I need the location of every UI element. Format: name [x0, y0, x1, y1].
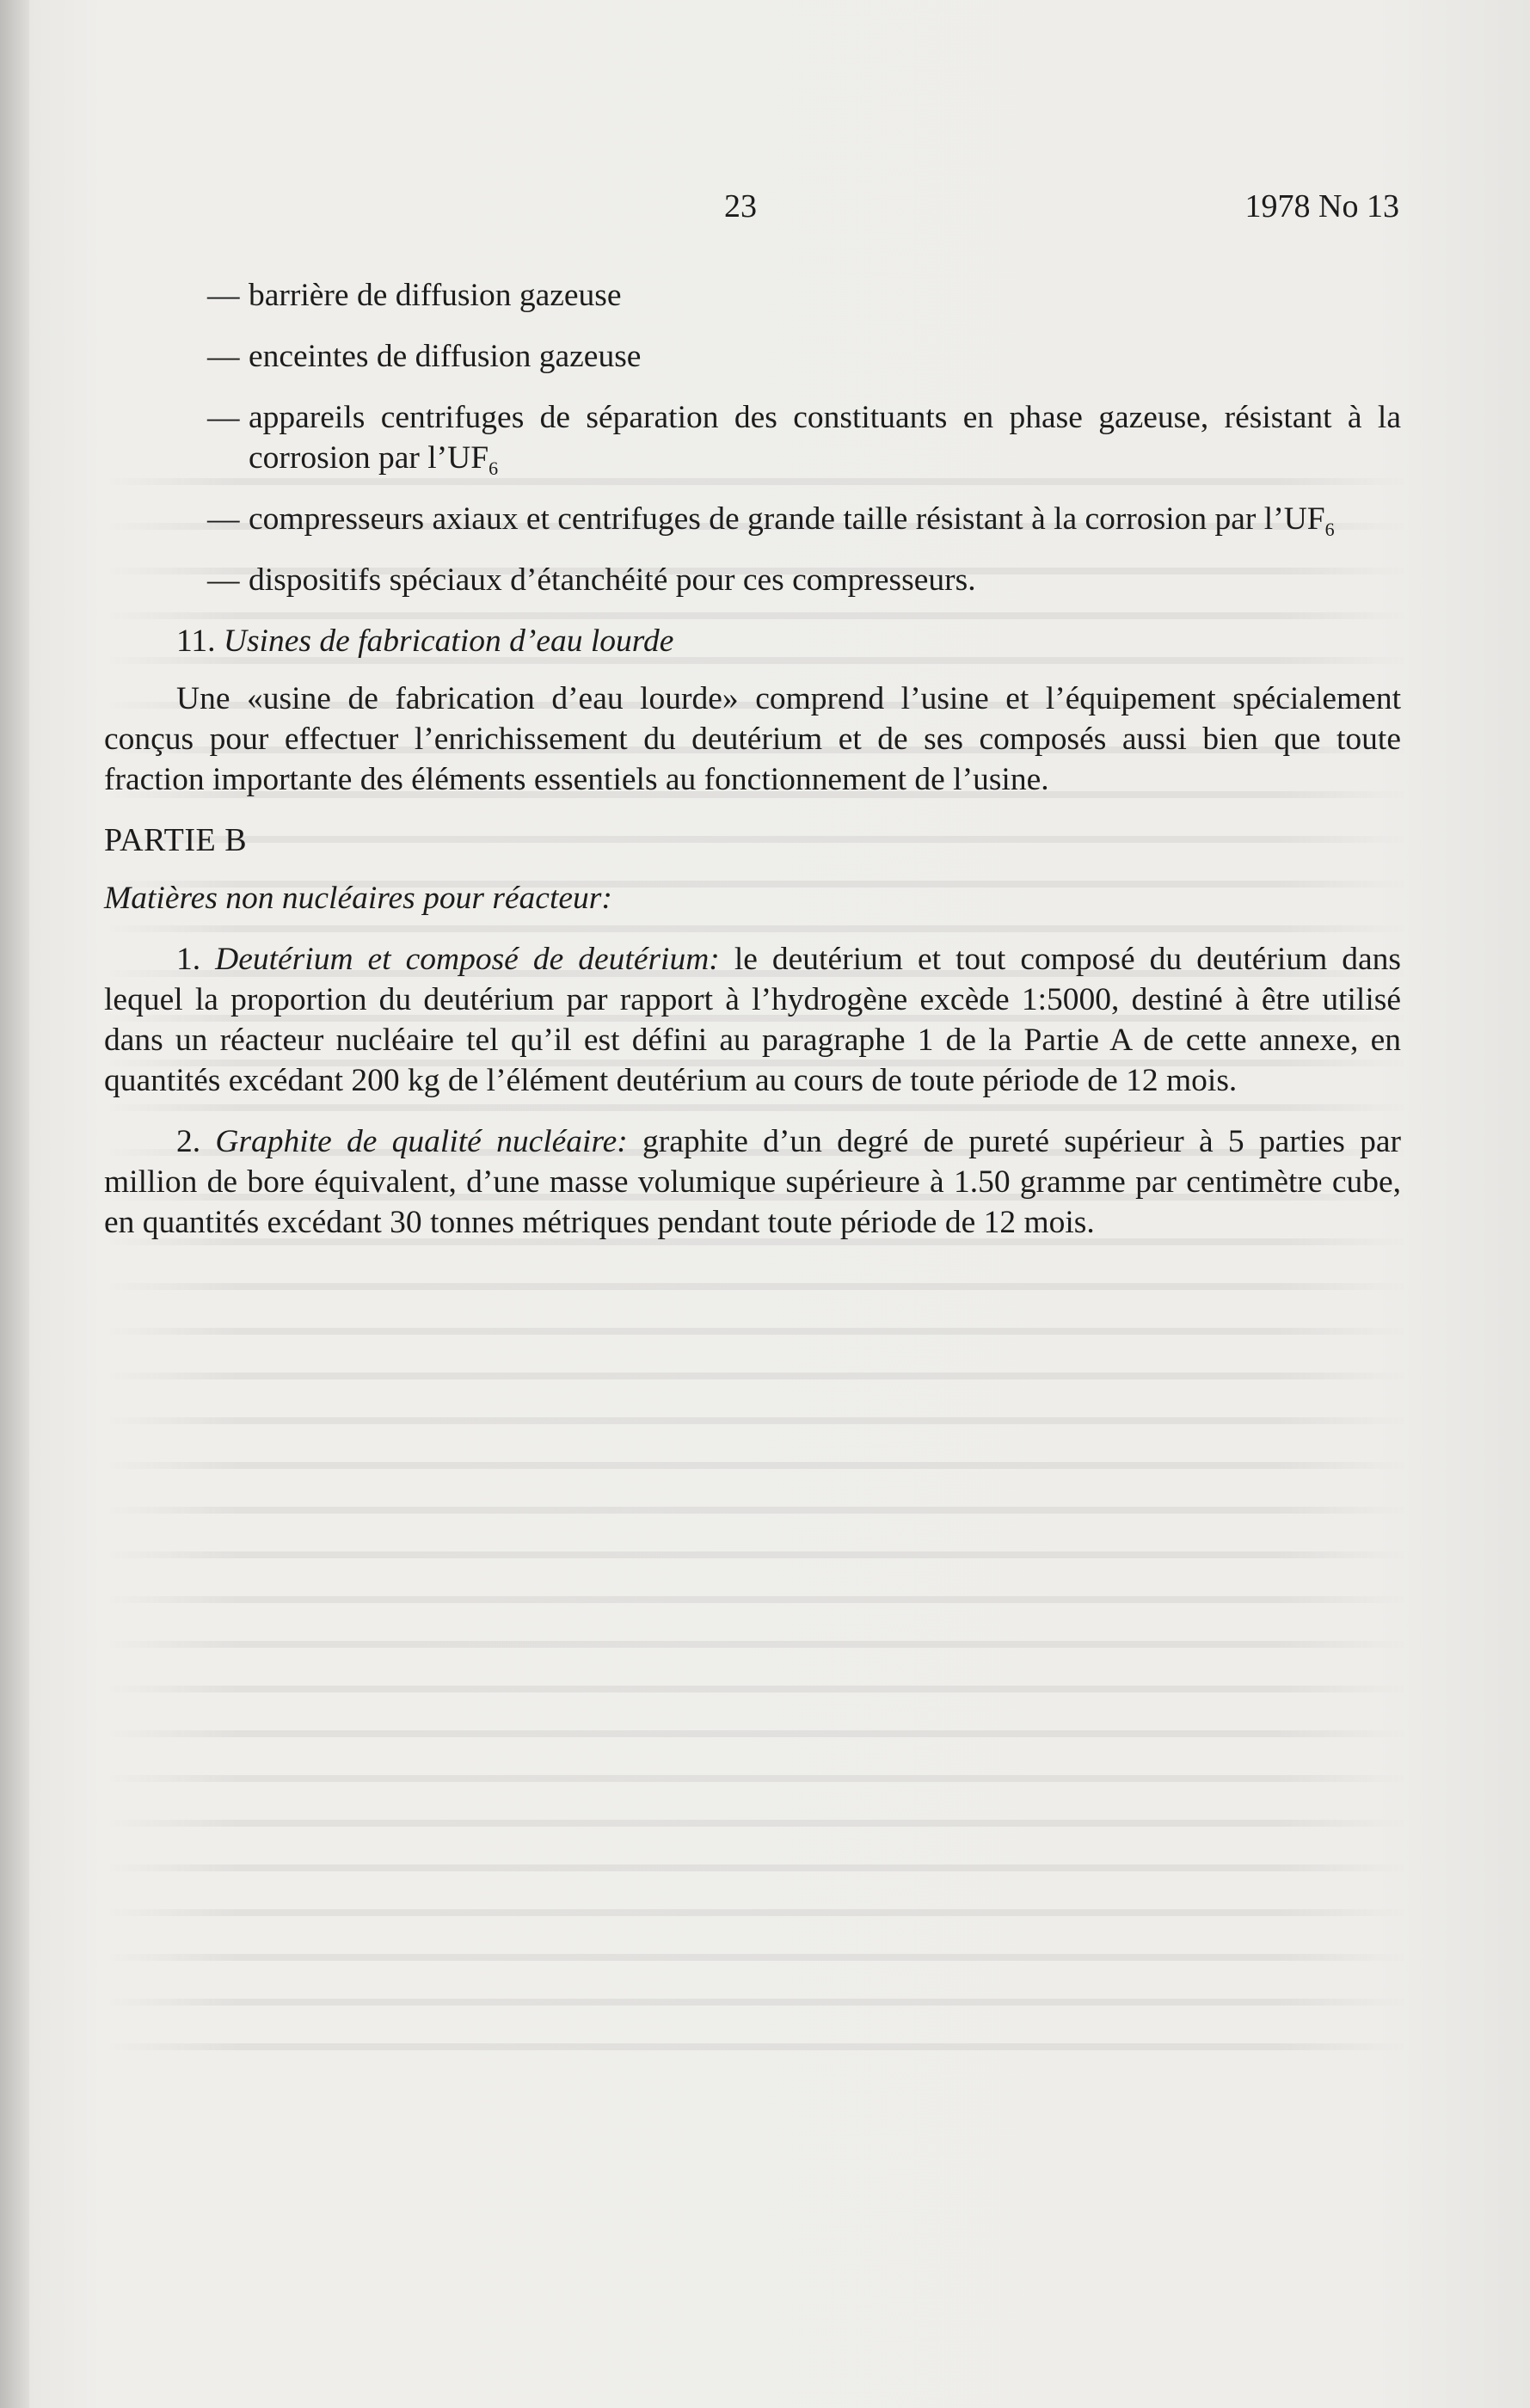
section-11-heading	[176, 621, 1401, 661]
list-item	[104, 560, 1401, 600]
paragraph-term: Deutérium et composé de deutérium:	[215, 942, 720, 977]
binding-gutter	[0, 0, 29, 2408]
list-dash: —	[207, 400, 240, 435]
list-item-text-main: appareils centrifuges de séparation des constituants en phase gazeuse, résistant à la corrosion par l’UF	[249, 400, 1401, 476]
section-title: Usines de fabrication d’eau lourde	[223, 624, 674, 659]
section-number: 11.	[176, 624, 216, 659]
list-dash: —	[207, 501, 240, 537]
paragraph-number: 1.	[176, 942, 201, 977]
list-item-text	[249, 499, 1401, 539]
list-item	[104, 275, 1401, 316]
page-number: 23	[724, 188, 757, 224]
subscript-six: 6	[488, 458, 499, 479]
list-dash: —	[207, 339, 240, 374]
list-dash: —	[207, 278, 240, 313]
page-content	[104, 275, 1401, 1263]
paragraph-number: 2.	[176, 1124, 201, 1159]
page-header	[0, 187, 1530, 230]
deuterium-paragraph	[104, 939, 1401, 1101]
list-item	[104, 397, 1401, 478]
subscript-six: 6	[1324, 519, 1335, 540]
graphite-paragraph	[104, 1121, 1401, 1243]
list-item-text	[249, 397, 1401, 478]
partie-b-subheading: Matières non nucléaires pour réacteur:	[104, 881, 612, 916]
section-11-paragraph: Une «usine de fabrication d’eau lourde» comprend l’usine et l’équipement spécialement conçus pour effectuer l’enrichissement du deutérium et de ses composés aussi bien que toute fraction importante des éléments essentiels au fonctionnement de l’usine.	[104, 681, 1401, 797]
paragraph-text: le deutérium et tout composé du deutérium dans lequel la proportion du deutérium par rapport à l’hydrogène excède 1:5000, destiné à être utilisé dans un réacteur nucléaire tel qu’il est défini au paragraphe 1 de la Partie A de cette annexe, en quantités excédant 200 kg de l’élément deutérium au cours de toute période de 12 mois.	[104, 942, 1401, 1098]
paragraph-text: graphite d’un degré de pureté supérieur à 5 parties par million de bore équivalent, d’une masse volumique supérieure à 1.50 gramme par centimètre cube, en quantités excédant 30 tonnes métriques pendant toute période de 12 mois.	[104, 1124, 1401, 1240]
document-reference: 1978 No 13	[1244, 188, 1399, 224]
list-item-text: barrière de diffusion gazeuse	[249, 278, 622, 313]
list-item-text: enceintes de diffusion gazeuse	[249, 339, 642, 374]
list-item	[104, 336, 1401, 377]
list-dash: —	[207, 562, 240, 598]
list-item-text-main: compresseurs axiaux et centrifuges de grande taille résistant à la corrosion par l’UF	[249, 501, 1325, 537]
list-item-text: dispositifs spéciaux d’étanchéité pour ces compresseurs.	[249, 562, 976, 598]
partie-b-heading: PARTIE B	[104, 822, 248, 858]
paragraph-term: Graphite de qualité nucléaire:	[215, 1124, 628, 1159]
list-item	[104, 499, 1401, 539]
